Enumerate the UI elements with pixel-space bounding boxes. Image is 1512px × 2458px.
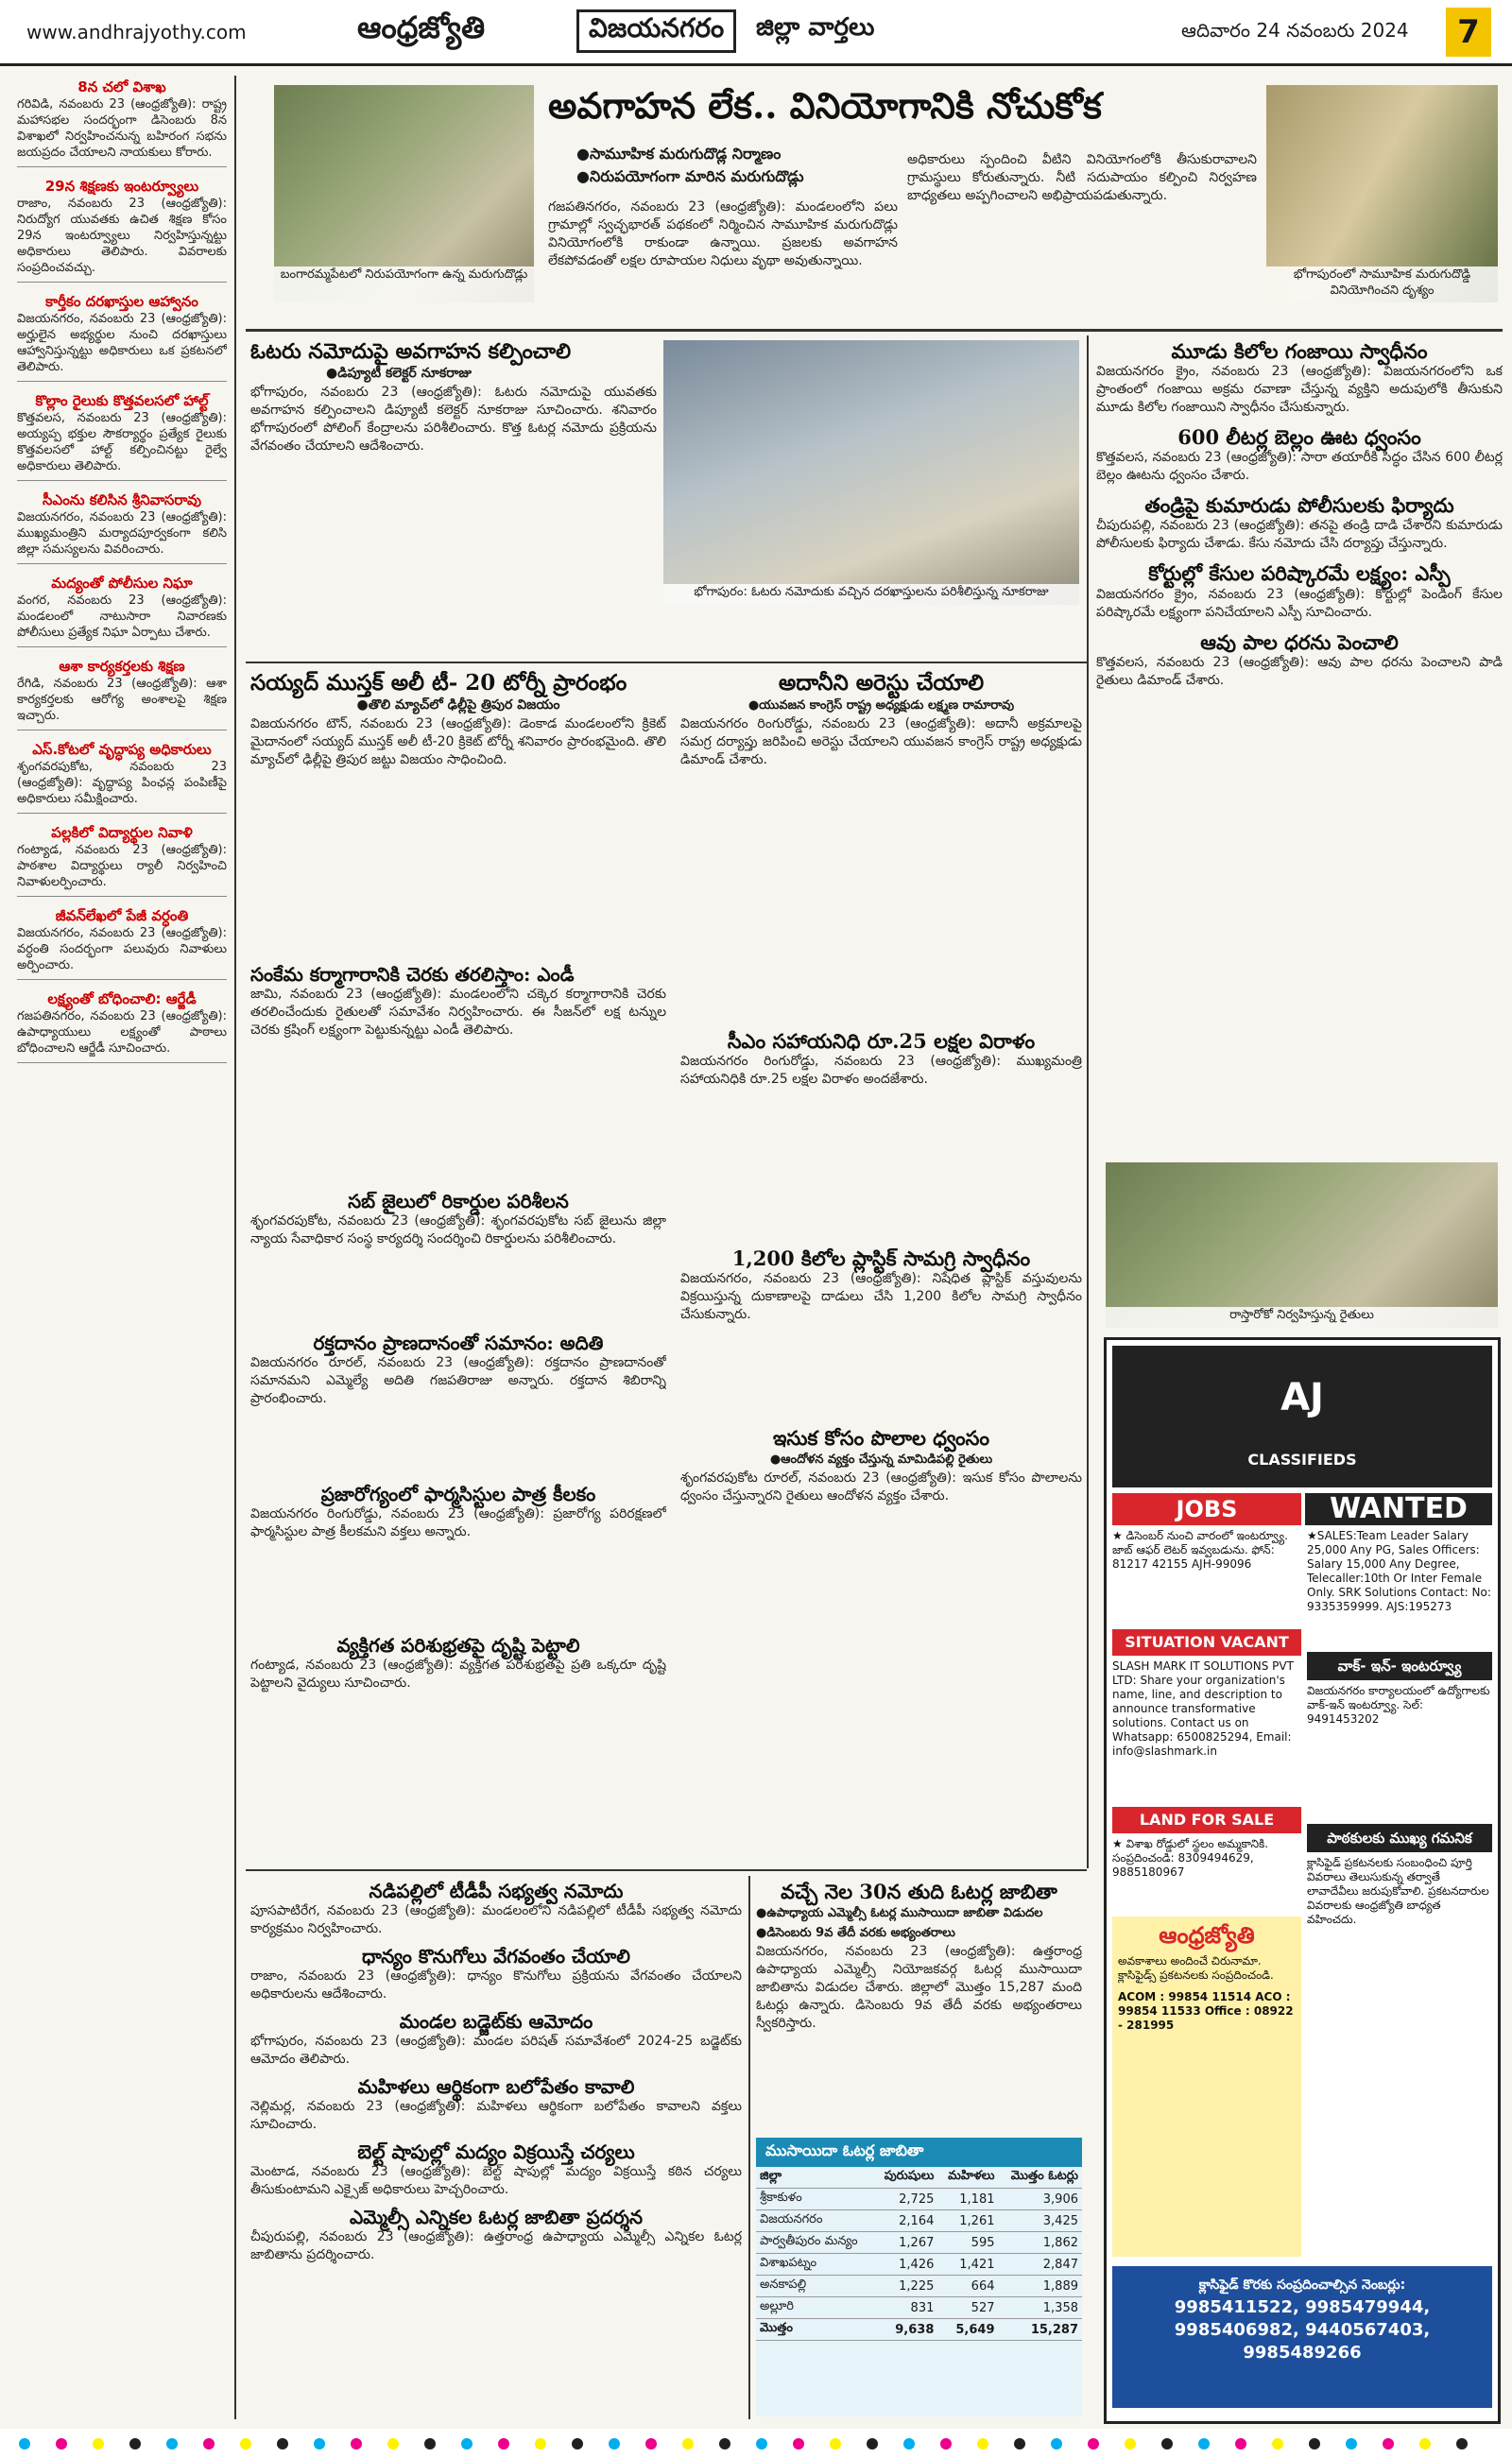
story-cm-relief	[680, 1030, 1082, 1238]
wanted-ad: ★SALES:Team Leader Salary 25,000 Any PG, Sales Officers: Salary 15,000 Any Degree, Telecaller:10th Or Inter Female Only. SRK Solutions Contact: No: 9335359999. AJS:195273	[1307, 1529, 1491, 1613]
story-body: కొత్తవలస, నవంబరు 23 (ఆంధ్రజ్యోతి): సారా తయారీకి సిద్ధం చేసిన 600 లీటర్ల బెల్లం ఊటను ధ్వంసం చేశారు.	[1096, 450, 1503, 484]
story-title: ఇసుక కోసం పొలాల ధ్వంసం	[772, 1427, 990, 1450]
left-column-story	[17, 292, 227, 382]
left-story-body: వంగర, నవంబరు 23 (ఆంధ్రజ్యోతి): మండలంలో నాటుసారా నివారణకు పోలీసులు ప్రత్యేక నిఘా ఏర్పాటు చేశారు.	[17, 593, 227, 640]
issue-date: ఆదివారం 24 నవంబరు 2024	[1181, 19, 1409, 42]
color-registration-dot	[867, 2438, 878, 2449]
table-cell: విజయనగరం	[756, 2210, 874, 2232]
voter-photo	[663, 340, 1079, 605]
classifieds-label: CLASSIFIEDS	[1247, 1451, 1357, 1469]
story-kicker: ●యువజన కాంగ్రెస్‌ రాష్ట్ర అధ్యక్షుడు లక్ష్మణ రామారావు	[747, 698, 1015, 713]
left-column-story	[17, 740, 227, 814]
story-title: సబ్‌ జైలులో రికార్డుల పరిశీలన	[348, 1191, 569, 1212]
photo-caption: బంగారమ్మపేటలో నిరుపయోగంగా ఉన్న మరుగుదొడ్లు	[274, 266, 534, 302]
voter-table-grid	[756, 2167, 1082, 2341]
color-registration-dot	[203, 2438, 215, 2449]
story-body: శృంగవరపుకోట రూరల్, నవంబరు 23 (ఆంధ్రజ్యోతి): ఇసుక కోసం పొలాలను ధ్వంసం చేస్తున్నారని రైతులు ఆందోళన వ్యక్తం చేశారు.	[680, 1470, 1082, 1504]
section-label: జిల్లా వార్తలు	[756, 13, 875, 42]
left-column	[17, 77, 227, 2421]
story-pharmacy	[250, 1484, 666, 1625]
color-registration-dot	[19, 2438, 30, 2449]
table-cell: 1,889	[999, 2276, 1083, 2297]
story-kicker: ●ఉపాధ్యాయ ఎమ్మెల్సీ ఓటర్ల ముసాయిదా జాబితా విడుదల	[756, 1906, 1043, 1921]
story-title: ఓటరు నమోదుపై అవగాహన కల్పించాలి	[250, 340, 572, 364]
voter-table	[756, 2138, 1082, 2416]
color-registration-dot	[1419, 2438, 1431, 2449]
story-kicker: ●తొలి మ్యాచ్‌లో ఢిల్లీపై త్రిపుర విజయం	[356, 697, 560, 713]
left-column-story	[17, 574, 227, 647]
masthead: ఆంధ్రజ్యోతి	[357, 9, 486, 45]
left-story-title: జీవన్‌లేఖలో పేజీ వర్ధంతి	[55, 907, 189, 924]
left-column-story	[17, 657, 227, 731]
story-title: వ్యక్తిగత పరిశుభ్రతపై దృష్టి పెట్టాలి	[336, 1635, 580, 1657]
table-header: మొత్తం ఓటర్లు	[999, 2167, 1083, 2189]
land-heading: LAND FOR SALE	[1112, 1807, 1301, 1833]
story-body: గంట్యాడ, నవంబరు 23 (ఆంధ్రజ్యోతి): వ్యక్తిగత పరిశుభ్రతపై ప్రతి ఒక్కరూ దృష్టి పెట్టాలని వైద్యులు సూచించారు.	[250, 1658, 666, 1691]
right-column-stories	[1096, 340, 1503, 1153]
color-registration-dot	[166, 2438, 178, 2449]
walkin-heading: వాక్‌- ఇన్‌- ఇంటర్వ్యూ	[1307, 1652, 1492, 1680]
table-cell: 3,425	[999, 2210, 1083, 2232]
table-cell: 5,649	[937, 2319, 998, 2341]
section-rule	[246, 662, 1087, 663]
story-title: ధాన్యం కొనుగోలు వేగవంతం చేయాలి	[362, 1945, 630, 1968]
color-registration-dot	[1235, 2438, 1246, 2449]
left-story-title: ఆశా కార్యకర్తలకు శిక్షణ	[59, 658, 185, 675]
color-registration-dot	[314, 2438, 325, 2449]
table-cell: 2,164	[874, 2210, 938, 2232]
section-rule	[246, 329, 1503, 332]
left-story-body: విజయనగరం, నవంబరు 23 (ఆంధ్రజ్యోతి): ముఖ్యమంత్రిని మర్యాదపూర్వకంగా కలిసి జిల్లా సమస్యలను వివరించారు.	[17, 510, 227, 557]
left-story-title: కార్తీకం దరఖాస్తుల ఆహ్వానం	[45, 293, 198, 310]
story-title: మూడు కిలోల గంజాయి స్వాధీనం	[1171, 340, 1428, 363]
story-title: సీఎం సహాయనిధి రూ.25 లక్షల విరాళం	[727, 1030, 1036, 1053]
story-title: కోర్టుల్లో కేసుల పరిష్కారమే లక్ష్యం: ఎస్పీ	[1148, 561, 1451, 586]
left-column-story	[17, 77, 227, 167]
table-cell: 1,267	[874, 2232, 938, 2254]
story-title: మండల బడ్జెట్‌కు ఆమోదం	[399, 2010, 593, 2033]
story-title: ఆవు పాల ధరను పెంచాలి	[1200, 629, 1399, 654]
photo-caption: భోగాపురం: ఓటరు నమోదుకు వచ్చిన దరఖాస్తులను పరిశీలిస్తున్న నూకరాజు	[663, 584, 1079, 605]
column-divider	[748, 1876, 750, 2419]
column-divider	[1087, 335, 1089, 1868]
aj-logo: AJ	[1280, 1376, 1324, 1419]
left-story-title: లక్ష్యంతో బోధించాలి: ఆర్జేడీ	[47, 990, 197, 1007]
left-story-body: విజయనగరం, నవంబరు 23 (ఆంధ్రజ్యోతి): వర్ధంతి సందర్భంగా పలువురు నివాళులు అర్పించారు.	[17, 926, 227, 972]
left-story-title: ఎస్‌.కోటలో వృద్ధాప్య అధికారులు	[32, 741, 212, 758]
notice-heading: పాఠకులకు ముఖ్య గమనిక	[1307, 1824, 1492, 1852]
table-cell: 1,426	[874, 2254, 938, 2276]
color-registration-dot	[424, 2438, 436, 2449]
jobs-ad: ★ డిసెంబర్ నుంచి వారంలో ఇంటర్వ్యూ. జాబ్ ఆఫర్ లెటర్ ఇవ్వబడును. ఫోన్: 81217 42155 AJH-99096	[1112, 1529, 1288, 1571]
story-title: 1,200 కిలోల ప్లాస్టిక్‌ సామగ్రి స్వాధీనం	[731, 1247, 1031, 1270]
story-body: విజయనగరం, నవంబరు 23 (ఆంధ్రజ్యోతి): ఉత్తరాంధ్ర ఉపాధ్యాయ ఎమ్మెల్సీ నియోజకవర్గ ఓటర్ల ముసాయిదా జాబితాను విడుదల చేశారు. జిల్లాలో మొత్తం 15,287 మంది ఓటర్లు ఉన్నారు. డిసెంబరు 9వ తేదీ వరకు అభ్యంతరాలు స్వీకరిస్తారు.	[756, 1944, 1082, 2032]
color-registration-dot	[1383, 2438, 1394, 2449]
table-header: పురుషులు	[874, 2167, 938, 2189]
story-plastic	[680, 1247, 1082, 1418]
column-divider	[234, 76, 236, 2419]
story-adani	[680, 671, 1082, 954]
color-registration-dot	[756, 2438, 767, 2449]
table-cell: 527	[937, 2297, 998, 2319]
table-cell: 15,287	[999, 2319, 1083, 2341]
classified-phones	[1112, 2266, 1492, 2408]
story-hygiene	[250, 1635, 666, 1862]
table-header: మహిళలు	[937, 2167, 998, 2189]
phones-list[interactable]: 9985411522, 9985479944, 9985406982, 9440567403, 9985489266	[1174, 2297, 1431, 2363]
table-cell: 1,181	[937, 2189, 998, 2210]
walkin-ad: విజయనగరం కార్యాలయంలో ఉద్యోగాలకు వాక్-ఇన్ ఇంటర్వ్యూ. సెల్: 9491453202	[1307, 1684, 1490, 1726]
color-registration-dot	[93, 2438, 104, 2449]
table-cell: 1,862	[999, 2232, 1083, 2254]
table-row	[756, 2189, 1082, 2210]
color-registration-dot	[277, 2438, 288, 2449]
table-row	[756, 2210, 1082, 2232]
left-story-body: శృంగవరపుకోట, నవంబరు 23 (ఆంధ్రజ్యోతి): వృద్ధాప్య పింఛన్ల పంపిణీపై అధికారులు సమీక్షించారు.	[17, 760, 227, 806]
table-cell: 1,261	[937, 2210, 998, 2232]
color-registration-dot	[572, 2438, 583, 2449]
story-body: విజయనగరం, నవంబరు 23 (ఆంధ్రజ్యోతి): నిషేధిత ప్లాస్టిక్ వస్తువులను విక్రయిస్తున్న దుకాణాలపై దాడులు చేసి 1,200 కిలోల సామగ్రి స్వాధీనం చేసుకున్నారు.	[680, 1271, 1082, 1323]
table-cell: 595	[937, 2232, 998, 2254]
left-story-title: మద్యంతో పోలీసుల నిఘా	[51, 575, 193, 592]
table-cell: 1,358	[999, 2297, 1083, 2319]
photo-caption: భోగాపురంలో సామూహిక మరుగుదొడ్డి వినియోగించని దృశ్యం	[1266, 266, 1498, 302]
color-registration-dot	[903, 2438, 915, 2449]
color-registration-dot	[977, 2438, 988, 2449]
table-cell: 2,847	[999, 2254, 1083, 2276]
aj-ad-text: అవకాశాలు అందించే చిరునామా. క్లాసిఫైడ్స్ ప్రకటనలకు సంప్రదించండి.	[1118, 1954, 1274, 1982]
left-story-title: 8న చలో విశాఖ	[77, 78, 166, 95]
story-title: ఎమ్మెల్సీ ఎన్నికల ఓటర్ల జాబితా ప్రదర్శన	[349, 2206, 644, 2228]
left-story-title: సీఎంను కలిసిన శ్రీనివాసరావు	[43, 491, 201, 508]
color-registration-dot	[461, 2438, 472, 2449]
color-registration-dot	[387, 2438, 399, 2449]
color-registration-dot	[793, 2438, 804, 2449]
aj-ad-title: ఆంధ్రజ్యోతి	[1159, 1922, 1255, 1949]
table-cell: అల్లూరి	[756, 2297, 874, 2319]
table-row	[756, 2297, 1082, 2319]
color-registration-dot	[830, 2438, 841, 2449]
left-story-body: గరివిడి, నవంబరు 23 (ఆంధ్రజ్యోతి): రాష్ట్ర మహాసభల సందర్భంగా డిసెంబరు 8న విశాఖలో నిర్వహించనున్న బహిరంగ సభను జయప్రదం చేయాలని నాయకులు కోరారు.	[17, 97, 227, 160]
table-cell: 9,638	[874, 2319, 938, 2341]
color-registration-dot	[129, 2438, 141, 2449]
story-body: రాజాం, నవంబరు 23 (ఆంధ్రజ్యోతి): ధాన్యం కొనుగోలు ప్రక్రియను వేగవంతం చేయాలని అధికారులను ఆదేశించారు.	[250, 1968, 742, 2002]
story-title: నడిపల్లిలో టీడీపీ సభ్యత్వ నమోదు	[369, 1881, 624, 1902]
lead-headline: అవగాహన లేక.. వినియోగానికి నోచుకోక	[548, 85, 1102, 127]
left-story-body: విజయనగరం, నవంబరు 23 (ఆంధ్రజ్యోతి): అర్హులైన అభ్యర్థుల నుంచి దరఖాస్తులు ఆహ్వానిస్తున్నట్టు అధికారులు ఒక ప్రకటనలో తెలిపారు.	[17, 312, 227, 374]
page-number: 7	[1446, 8, 1491, 57]
table-cell: 2,725	[874, 2189, 938, 2210]
left-column-story	[17, 823, 227, 897]
story-kicker: ●డిప్యూటీ కలెక్టర్‌ నూకరాజు	[326, 366, 472, 382]
color-registration-dot	[1014, 2438, 1025, 2449]
table-cell: అనకాపల్లి	[756, 2276, 874, 2297]
story-sub-jail	[250, 1191, 666, 1323]
table-cell: శ్రీకాకుళం	[756, 2189, 874, 2210]
story-body: భోగాపురం, నవంబరు 23 (ఆంధ్రజ్యోతి): మండల పరిషత్ సమావేశంలో 2024-25 బడ్జెట్‌కు ఆమోదం తెలిపారు.	[250, 2034, 742, 2067]
lower-middle-column	[250, 1881, 742, 2419]
lead-kicker-2: ●నిరుపయోగంగా మారిన మరుగుదొడ్లు	[576, 167, 804, 185]
left-story-title: పల్లకిలో విద్యార్థుల నివాళి	[51, 824, 193, 841]
story-title: తండ్రిపై కుమారుడు పోలీసులకు ఫిర్యాదు	[1144, 493, 1454, 518]
story-title: 600 లీటర్ల బెల్లం ఊట ధ్వంసం	[1177, 425, 1421, 450]
story-body: శృంగవరపుకోట, నవంబరు 23 (ఆంధ్రజ్యోతి): శృంగవరపుకోట సబ్ జైలును జిల్లా న్యాయ సేవాధికార సంస్థ కార్యదర్శి సందర్శించి రికార్డులను పరిశీలించారు.	[250, 1213, 666, 1246]
table-header: జిల్లా	[756, 2167, 874, 2189]
color-registration-dot	[940, 2438, 952, 2449]
story-title: సంకేమ కర్మాగారానికి చెరకు తరలిస్తాం: ఎండీ	[250, 964, 575, 986]
story-body: విజయనగరం రింగురోడ్డు, నవంబరు 23 (ఆంధ్రజ్యోతి): ప్రజారోగ్య పరిరక్షణలో ఫార్మసిస్టుల పాత్ర కీలకమని వక్తలు అన్నారు.	[250, 1506, 666, 1539]
farmers-photo	[1106, 1162, 1498, 1328]
story-title: రక్తదానం ప్రాణదానంతో సమానం: అదితి	[313, 1332, 604, 1354]
wanted-heading: WANTED	[1305, 1493, 1492, 1525]
voter-story-continuation	[663, 612, 1079, 662]
left-column-story	[17, 490, 227, 564]
story-body: విజయనగరం క్రైం, నవంబరు 23 (ఆంధ్రజ్యోతి): కోర్టుల్లో పెండింగ్ కేసుల పరిష్కారమే లక్ష్యంగా పనిచేయాలని ఎస్పీ సూచించారు.	[1096, 586, 1503, 620]
aj-ad-contacts: ACOM : 99854 11514 ACO : 99854 11533 Office : 08922 - 281995	[1118, 1990, 1294, 2032]
color-registration-dot	[719, 2438, 730, 2449]
table-row	[756, 2319, 1082, 2341]
story-title: అదానీని అరెస్టు చేయాలి	[778, 671, 985, 696]
color-registration-dot	[535, 2438, 546, 2449]
story-body: నెల్లిమర్ల, నవంబరు 23 (ఆంధ్రజ్యోతి): మహిళలు ఆర్థికంగా బలోపేతం కావాలని వక్తలు సూచించారు.	[250, 2099, 742, 2132]
story-body: జామి, నవంబరు 23 (ఆంధ్రజ్యోతి): మండలంలోని చక్కెర కర్మాగారానికి చెరకు తరలించేందుకు రైతులతో సమావేశం నిర్వహించారు. ఈ సీజన్‌లో లక్ష టన్నుల చెరకు క్రషింగ్ లక్ష్యంగా పెట్టుకున్నట్టు ఎండీ తెలిపారు.	[250, 987, 666, 1038]
table-row	[756, 2276, 1082, 2297]
notice-text: క్లాసిఫైడ్ ప్రకటనలకు సంబంధించి పూర్తి వివరాలు తెలుసుకున్న తర్వాతే లావాదేవీలు జరుపుకోవాలి. ప్రకటనదారుల వివరాలకు ఆంధ్రజ్యోతి బాధ్యత వహించదు.	[1307, 1856, 1489, 1926]
land-ad: ★ విశాఖ రోడ్డులో స్థలం అమ్మకానికి. సంప్రదించండి: 8309494629, 9885180967	[1112, 1837, 1269, 1879]
classifieds-logo	[1112, 1346, 1492, 1487]
table-cell: 664	[937, 2276, 998, 2297]
color-registration-dot	[56, 2438, 67, 2449]
color-registration-dot	[1346, 2438, 1357, 2449]
print-color-bar	[0, 2429, 1512, 2458]
story-body: విజయనగరం టౌన్, నవంబరు 23 (ఆంధ్రజ్యోతి): డెంకాడ మండలంలోని క్రికెట్ మైదానంలో సయ్యద్ ముస్తక్ అలీ టీ-20 క్రికెట్ టోర్నీ శనివారం ప్రారంభమైంది. తొలి మ్యాచ్‌లో ఢిల్లీపై త్రిపుర జట్టు విజయం సాధించింది.	[250, 716, 666, 768]
story-blood	[250, 1332, 666, 1474]
story-body: మెంటాడ, నవంబరు 23 (ఆంధ్రజ్యోతి): బెల్ట్ షాపుల్లో మద్యం విక్రయిస్తే కఠిన చర్యలు తీసుకుంటామని ఎక్సైజ్ అధికారులు హెచ్చరించారు.	[250, 2164, 742, 2197]
story-body: చీపురుపల్లి, నవంబరు 23 (ఆంధ్రజ్యోతి): ఉత్తరాంధ్ర ఉపాధ్యాయ ఎమ్మెల్సీ ఎన్నికల ఓటర్ల జాబితాను ప్రదర్శించారు.	[250, 2229, 742, 2262]
story-welfare	[250, 964, 666, 1191]
color-registration-dot	[682, 2438, 694, 2449]
situation-ad: SLASH MARK IT SOLUTIONS PVT LTD: Share your organization's name, line, and description to announce transformative solutions. Contact us on Whatsapp: 6500825294, Email: info@slashmark.in	[1112, 1659, 1294, 1758]
lead-body-b: అధికారులు స్పందించి వీటిని వినియోగంలోకి తీసుకురావాలని గ్రామస్థులు కోరుతున్నారు. నీటి సదుపాయం కల్పించి నిర్వహణ బాధ్యతలు అప్పగించాలని అభిప్రాయపడుతున్నారు.	[907, 152, 1257, 203]
left-column-story	[17, 989, 227, 1063]
andhrajyothy-ad	[1112, 1917, 1301, 2257]
left-story-title: 29న శిక్షణకు ఇంటర్వ్యూలు	[44, 178, 199, 195]
site-url[interactable]: www.andhrajyothy.com	[26, 21, 247, 43]
color-registration-dot	[609, 2438, 620, 2449]
left-column-story	[17, 906, 227, 980]
left-column-story	[17, 391, 227, 481]
left-story-body: గజపతినగరం, నవంబరు 23 (ఆంధ్రజ్యోతి): ఉపాధ్యాయులు లక్ష్యంతో పాఠాలు బోధించాలని ఆర్జేడీ సూచించారు.	[17, 1009, 227, 1056]
table-cell: విశాఖపట్నం	[756, 2254, 874, 2276]
color-registration-dot	[240, 2438, 251, 2449]
section-rule	[246, 1869, 1087, 1871]
left-story-body: రేగిడి, నవంబరు 23 (ఆంధ్రజ్యోతి): ఆశా కార్యకర్తలకు ఆరోగ్య అంశాలపై శిక్షణ ఇచ్చారు.	[17, 677, 227, 723]
color-registration-dot	[1088, 2438, 1099, 2449]
color-registration-dot	[1161, 2438, 1173, 2449]
story-title: బెల్ట్‌ షాపుల్లో మద్యం విక్రయిస్తే చర్యలు	[357, 2140, 635, 2163]
photo-caption: రాస్తారోకో నిర్వహిస్తున్న రైతులు	[1106, 1307, 1498, 1328]
story-kicker: ●ఆందోళన వ్యక్తం చేస్తున్న మామిడిపల్లి రైతులు	[769, 1452, 993, 1468]
story-body: విజయనగరం క్రైం, నవంబరు 23 (ఆంధ్రజ్యోతి): విజయనగరంలోని ఒక ప్రాంతంలో గంజాయి అక్రమ రవాణా చేస్తున్న వ్యక్తిని అదుపులోకి తీసుకుని మూడు కిలోల గంజాయిని స్వాధీనం చేసుకున్నారు.	[1096, 364, 1503, 416]
color-registration-dot	[1456, 2438, 1468, 2449]
edition-label: విజయనగరం	[576, 9, 736, 53]
phones-label: క్లాసిఫైడ్‌ కొరకు సంప్రదించాల్సిన నెంబర్లు:	[1198, 2278, 1406, 2293]
color-registration-dot	[1051, 2438, 1062, 2449]
story-body: పూసపాటిరేగ, నవంబరు 23 (ఆంధ్రజ్యోతి): మండలంలోని నడిపల్లిలో టీడీపీ సభ్యత్వ నమోదు కార్యక్రమం నిర్వహించారు.	[250, 1903, 742, 1936]
color-registration-dot	[498, 2438, 509, 2449]
story-kicker: ●డిసెంబరు 9వ తేదీ వరకు అభ్యంతరాలు	[756, 1926, 955, 1941]
color-registration-dot	[1309, 2438, 1320, 2449]
situation-heading: SITUATION VACANT	[1112, 1629, 1301, 1656]
table-row	[756, 2254, 1082, 2276]
table-cell: పార్వతీపురం మన్యం	[756, 2232, 874, 2254]
left-column-story	[17, 177, 227, 283]
left-story-body: గంట్యాడ, నవంబరు 23 (ఆంధ్రజ్యోతి): పాఠశాల విద్యార్థులు ర్యాలీ నిర్వహించి నివాళులర్పించారు.	[17, 843, 227, 889]
left-story-body: రాజాం, నవంబరు 23 (ఆంధ్రజ్యోతి): నిరుద్యోగ యువతకు ఉచిత శిక్షణ కోసం 29న ఇంటర్వ్యూలు నిర్వహిస్తున్నట్టు అధికారులు తెలిపారు. వివరాలకు సంప్రదించవచ్చు.	[17, 197, 227, 275]
table-cell: 1,225	[874, 2276, 938, 2297]
color-registration-dot	[1198, 2438, 1210, 2449]
story-body: భోగాపురం, నవంబరు 23 (ఆంధ్రజ్యోతి): ఓటరు నమోదుపై యువతకు అవగాహన కల్పించాలని డిప్యూటీ కలెక్టర్ నూకరాజు సూచించారు. శనివారం భోగాపురంలో పోలింగ్ కేంద్రాలను పరిశీలించారు. కొత్త ఓటర్ల నమోదు ప్రక్రియను వేగవంతం చేయాలని ఆదేశించారు.	[250, 385, 657, 455]
jobs-heading: JOBS	[1112, 1493, 1301, 1525]
lead-kicker-1: ●సామూహిక మరుగుదొడ్ల నిర్మాణం	[576, 145, 782, 163]
story-voter-list	[756, 1881, 1082, 2136]
story-body: విజయనగరం రింగురోడ్డు, నవంబరు 23 (ఆంధ్రజ్యోతి): ముఖ్యమంత్రి సహాయనిధికి రూ.25 లక్షల విరాళం అందజేశారు.	[680, 1054, 1082, 1088]
story-body: విజయనగరం రూరల్, నవంబరు 23 (ఆంధ్రజ్యోతి): రక్తదానం ప్రాణదానంతో సమానమని ఎమ్మెల్యే అదితి గజపతిరాజు అన్నారు. రక్తదాన శిబిరాన్ని ప్రారంభించారు.	[250, 1355, 666, 1406]
left-story-body: కొత్తవలస, నవంబరు 23 (ఆంధ్రజ్యోతి): అయ్యప్ప భక్తుల సౌకర్యార్థం ప్రత్యేక రైలుకు కొత్తవలసలో హాల్ట్ కల్పించినట్టు రైల్వే అధికారులు తెలిపారు.	[17, 411, 227, 473]
color-registration-dot	[351, 2438, 362, 2449]
story-body: విజయనగరం రింగురోడ్డు, నవంబరు 23 (ఆంధ్రజ్యోతి): అదానీ అక్రమాలపై సమగ్ర దర్యాప్తు జరిపించి అరెస్టు చేయాలని యువజన కాంగ్రెస్ రాష్ట్ర అధ్యక్షుడు డిమాండ్ చేశారు.	[680, 716, 1082, 768]
table-cell: 3,906	[999, 2189, 1083, 2210]
table-title: ముసాయిదా ఓటర్ల జాబితా	[756, 2138, 1082, 2167]
color-registration-dot	[1125, 2438, 1136, 2449]
color-registration-dot	[1272, 2438, 1283, 2449]
story-title: సయ్యద్‌ ముస్తక్‌ అలీ టీ- 20 టోర్నీ ప్రారంభం	[250, 671, 627, 696]
left-story-title: కొల్లాం రైలుకు కొత్తవలసలో హాల్ట్	[35, 392, 209, 409]
table-cell: 831	[874, 2297, 938, 2319]
story-title: ప్రజారోగ్యంలో ఫార్మసిస్టుల పాత్ర కీలకం	[320, 1484, 596, 1505]
lead-photo-left	[274, 85, 534, 302]
table-cell: 1,421	[937, 2254, 998, 2276]
story-body: కొత్తవలస, నవంబరు 23 (ఆంధ్రజ్యోతి): ఆవు పాల ధరను పెంచాలని పాడి రైతులు డిమాండ్ చేశారు.	[1096, 654, 1503, 688]
story-title: వచ్చే నెల 30న తుది ఓటర్ల జాబితా	[781, 1881, 1057, 1903]
classifieds-panel	[1104, 1337, 1501, 2424]
color-registration-dot	[645, 2438, 657, 2449]
table-row	[756, 2232, 1082, 2254]
story-trophy	[250, 671, 666, 954]
story-sand	[680, 1427, 1082, 1852]
story-body: చీపురుపల్లి, నవంబరు 23 (ఆంధ్రజ్యోతి): తనపై తండ్రి దాడి చేశారని కుమారుడు పోలీసులకు ఫిర్యాదు చేశాడు. కేసు నమోదు చేసి దర్యాప్తు చేస్తున్నారు.	[1096, 518, 1503, 552]
table-cell: మొత్తం	[756, 2319, 874, 2341]
lead-body-a: గజపతినగరం, నవంబరు 23 (ఆంధ్రజ్యోతి): మండలంలోని పలు గ్రామాల్లో స్వచ్ఛభారత్ పథకంలో నిర్మించిన సామూహిక మరుగుదొడ్లు వినియోగంలోకి రాకుండా ఉన్నాయి. ప్రజలకు అవగాహన లేకపోవడంతో లక్షల రూపాయల నిధులు వృథా అవుతున్నాయి.	[548, 199, 898, 268]
lead-photo-right	[1266, 85, 1498, 302]
story-title: మహిళలు ఆర్థికంగా బలోపేతం కావాలి	[357, 2075, 635, 2098]
